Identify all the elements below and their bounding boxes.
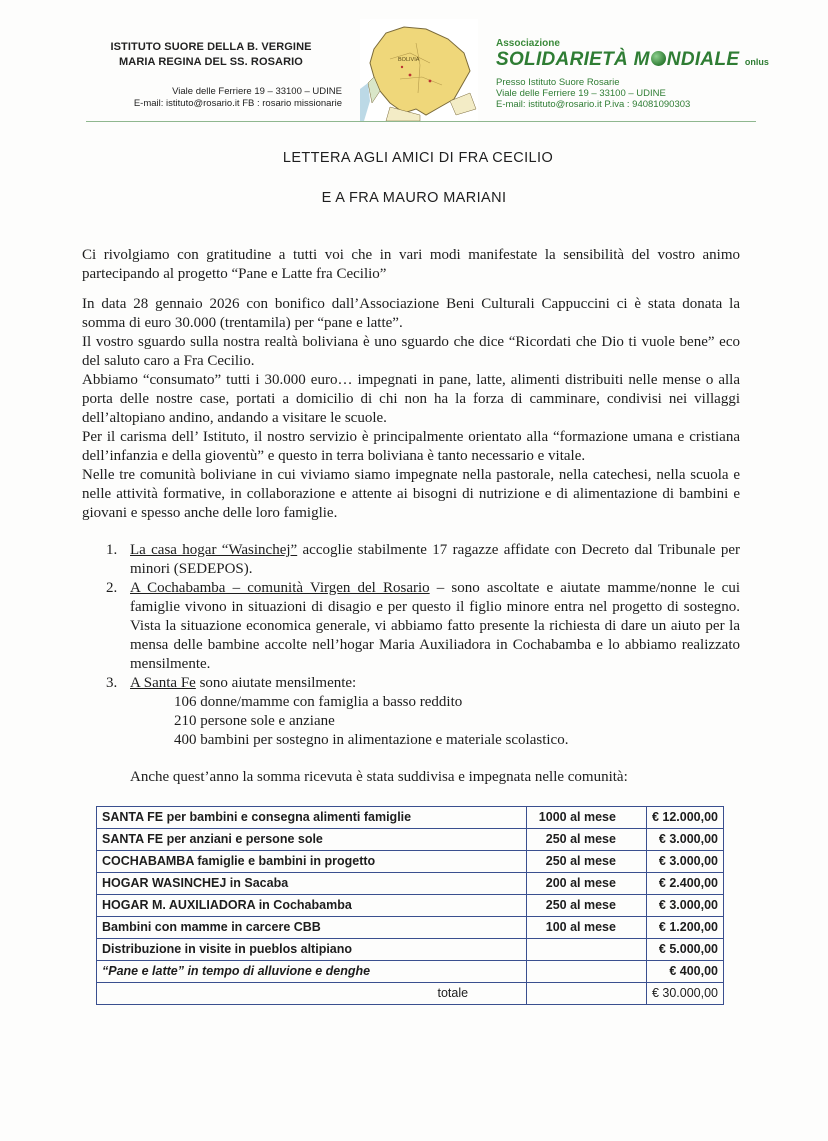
letter-title-line1: LETTERA AGLI AMICI DI FRA CECILIO	[282, 150, 554, 166]
row-description: Bambini con mamme in carcere CBB	[97, 917, 527, 939]
beneficiary-line: 400 bambini per sostegno in alimentazione e materiale scolastico.	[174, 732, 569, 748]
association-address: Viale delle Ferriere 19 – 33100 – UDINE	[496, 88, 666, 99]
row-description: SANTA FE per bambini e consegna alimenti famiglie	[97, 807, 527, 829]
communities-list	[106, 541, 740, 750]
brand-part-a: SOLIDARIETÀ M	[496, 49, 650, 70]
institute-email: E-mail: istituto@rosario.it FB : rosario missionarie	[133, 98, 342, 109]
total-amount: € 30.000,00	[646, 983, 723, 1005]
row-frequency	[527, 939, 647, 961]
row-frequency: 100 al mese	[527, 917, 647, 939]
table-row	[97, 917, 724, 939]
brand-part-b: NDIALE	[666, 49, 740, 70]
row-frequency: 1000 al mese	[527, 807, 647, 829]
list-number: 1.	[106, 542, 118, 558]
list-item	[106, 674, 740, 750]
row-amount: € 2.400,00	[646, 873, 723, 895]
institute-name-line1: ISTITUTO SUORE DELLA B. VERGINE	[110, 41, 312, 53]
paragraph: Abbiamo “consumato” tutti i 30.000 euro… impegnati in pane, latte, alimenti distribuiti nelle mense o alla porta delle nostre case, portati a domicilio di chi non ha la forza di camminare, condivisi nei villaggi dell’altopiano andino, andando a visitare le scuole.	[82, 372, 740, 426]
row-amount: € 3.000,00	[646, 829, 723, 851]
association-header	[496, 38, 769, 110]
row-description: SANTA FE per anziani e persone sole	[97, 829, 527, 851]
paragraph: Nelle tre comunità boliviane in cui viviamo siamo impegnate nella pastorale, nella catechesi, nella scuola e nelle attività formative, in collaborazione e attente ai bisogni di nutrizione e di alimentazione di bambini e giovani e spesso anche delle loro famiglie.	[82, 467, 740, 521]
table-row	[97, 895, 724, 917]
row-amount: € 3.000,00	[646, 895, 723, 917]
row-description: “Pane e latte” in tempo di alluvione e denghe	[97, 961, 527, 983]
letter-title-line2: E A FRA MAURO MARIANI	[321, 190, 507, 206]
row-amount: € 5.000,00	[646, 939, 723, 961]
paragraph: Il vostro sguardo sulla nostra realtà boliviana è uno sguardo che dice “Ricordati che Dio ti vuole bene” eco del saluto caro a Fra Cecilio.	[82, 334, 740, 369]
list-item-lead: A Santa Fe	[130, 675, 196, 691]
brand-onlus: onlus	[744, 57, 769, 67]
row-amount: € 3.000,00	[646, 851, 723, 873]
paragraph: Ci rivolgiamo con gratitudine a tutti voi che in vari modi manifestate la sensibilità del vostro animo partecipando al progetto “Pane e Latte fra Cecilio”	[82, 247, 740, 282]
table-row	[97, 851, 724, 873]
table-row	[97, 873, 724, 895]
total-label: totale	[97, 983, 527, 1005]
bolivia-map-icon	[360, 19, 478, 121]
table-row	[97, 829, 724, 851]
institute-name-line2: MARIA REGINA DEL SS. ROSARIO	[119, 56, 303, 68]
table-intro: Anche quest’anno la somma ricevuta è stata suddivisa e impegnata nelle comunità:	[130, 769, 628, 785]
list-item-text: accoglie stabilmente 17 ragazze affidate con Decreto dal Tribunale per minori (SEDEPOS).	[130, 542, 740, 577]
list-item-text: sono aiutate mensilmente:	[195, 675, 357, 691]
globe-icon	[651, 51, 666, 66]
table-row	[97, 939, 724, 961]
list-number: 3.	[106, 675, 118, 691]
list-item-lead: A Cochabamba – comunità Virgen del Rosario	[130, 580, 430, 596]
table-row	[97, 807, 724, 829]
institute-header	[80, 40, 342, 109]
association-label: Associazione	[496, 38, 560, 49]
intro-paragraph	[82, 246, 740, 284]
row-description: Distribuzione in visite in pueblos altipiano	[97, 939, 527, 961]
table-row	[97, 961, 724, 983]
row-frequency: 250 al mese	[527, 851, 647, 873]
body-paragraphs	[82, 295, 740, 523]
row-frequency: 250 al mese	[527, 895, 647, 917]
association-presso: Presso Istituto Suore Rosarie	[496, 77, 620, 88]
row-frequency: 250 al mese	[527, 829, 647, 851]
funds-table	[96, 806, 724, 1005]
row-amount: € 12.000,00	[646, 807, 723, 829]
row-description: COCHABAMBA famiglie e bambini in progetto	[97, 851, 527, 873]
list-item-text: – sono ascoltate e aiutate mamme/nonne le cui famiglie vivono in situazioni di disagio e per questo il figlio minore entra nel progetto di sostegno. Vista la situazione economica generale, vi abbiamo fatto presente la richiesta di dare un aiuto per la mensa delle bambine accolte nell’hogar Maria Auxiliadora in Cochabamba e lo abbiamo realizzato mensilmente.	[130, 580, 740, 672]
paragraph: Per il carisma dell’ Istituto, il nostro servizio è principalmente orientato alla “formazione umana e cristiana dell’infanzia e della gioventù” e questo in terra boliviana è tanto necessario e vitale.	[82, 429, 740, 464]
header-divider	[86, 121, 756, 122]
association-contact	[496, 77, 756, 110]
list-item	[106, 541, 740, 579]
association-email: E-mail: istituto@rosario.it P.iva : 94081090303	[496, 99, 691, 110]
list-item-lead: La casa hogar “Wasinchej”	[130, 542, 298, 558]
row-frequency	[527, 961, 647, 983]
paragraph: In data 28 gennaio 2026 con bonifico dall’Associazione Beni Culturali Cappuccini ci è stata donata la somma di euro 30.000 (trentamila) per “pane e latte”.	[82, 296, 740, 331]
santa-fe-beneficiaries	[130, 693, 740, 750]
association-logo	[496, 49, 769, 73]
beneficiary-line: 210 persone sole e anziane	[174, 713, 335, 729]
row-frequency: 200 al mese	[527, 873, 647, 895]
map-country-label: BOLIVIA	[398, 57, 420, 63]
row-description: HOGAR WASINCHEJ in Sacaba	[97, 873, 527, 895]
total-spacer	[527, 983, 647, 1005]
institute-address: Viale delle Ferriere 19 – 33100 – UDINE	[172, 86, 342, 97]
row-description: HOGAR M. AUXILIADORA in Cochabamba	[97, 895, 527, 917]
row-amount: € 400,00	[646, 961, 723, 983]
list-number: 2.	[106, 580, 118, 596]
list-item	[106, 579, 740, 674]
row-amount: € 1.200,00	[646, 917, 723, 939]
institute-contact	[80, 86, 342, 110]
table-total-row	[97, 983, 724, 1005]
beneficiary-line: 106 donne/mamme con famiglia a basso reddito	[174, 694, 463, 710]
